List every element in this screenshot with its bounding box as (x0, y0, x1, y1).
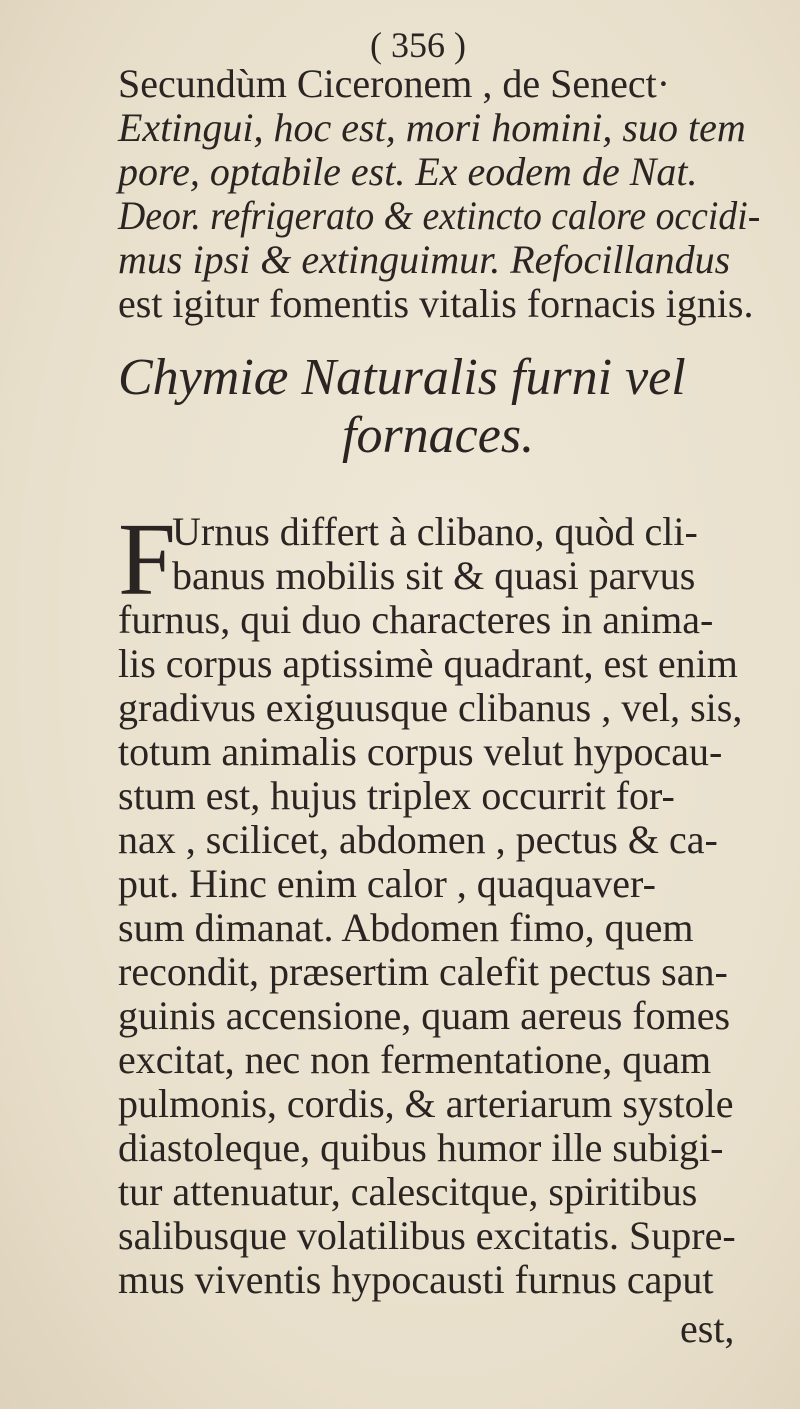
body-line-8: nax , scilicet, abdomen , pectus & ca- (118, 817, 718, 862)
body-line-9: put. Hinc enim calor , quaquaver- (118, 861, 656, 906)
body-line-4: lis corpus aptissimè quadrant, est enim (118, 641, 738, 686)
drop-cap: F (118, 502, 176, 617)
text-line-3: pore, optabile est. Ex eodem de Nat. (118, 149, 698, 194)
section-heading-line-1: Chymiæ Naturalis furni vel (118, 349, 686, 406)
body-line-6: totum animalis corpus velut hypocau- (118, 729, 723, 774)
body-line-18: mus viventis hypocausti furnus caput (118, 1257, 714, 1302)
body-line-7: stum est, hujus triplex occurrit for- (118, 773, 675, 818)
body-line-2: banus mobilis sit & quasi parvus (172, 553, 696, 598)
text-line-4: Deor. refrigerato & extincto calore occidi- (118, 193, 761, 238)
body-line-3: furnus, qui duo characteres in anima- (118, 597, 714, 642)
body-line-12: guinis accensione, quam aereus fomes (118, 993, 731, 1038)
section-heading-line-2: fornaces. (342, 407, 535, 464)
body-line-14: pulmonis, cordis, & arteriarum systole (118, 1081, 734, 1126)
body-line-15: diastoleque, quibus humor ille subigi- (118, 1125, 724, 1170)
body-line-10: sum dimanat. Abdomen fimo, quem (118, 905, 694, 950)
body-line-11: recondit, præsertim calefit pectus san- (118, 949, 728, 994)
body-line-13: excitat, nec non fermentatione, quam (118, 1037, 712, 1082)
text-line-6: est igitur fomentis vitalis fornacis ignis. (118, 281, 754, 326)
page-number: ( 356 ) (370, 25, 466, 65)
body-line-1: Urnus differt à clibano, quòd cli- (172, 509, 698, 554)
body-line-17: salibusque volatilibus excitatis. Supre- (118, 1213, 736, 1258)
text-line-5: mus ipsi & extinguimur. Refocillandus (118, 237, 731, 282)
body-line-5: gradivus exiguusque clibanus , vel, sis, (118, 685, 743, 730)
text-line-2: Extingui, hoc est, mori homini, suo tem (118, 105, 746, 150)
catchword: est, (680, 1306, 735, 1351)
text-line-1: Secundùm Ciceronem , de Senect· (118, 61, 671, 106)
body-line-16: tur attenuatur, calescitque, spiritibus (118, 1169, 698, 1214)
